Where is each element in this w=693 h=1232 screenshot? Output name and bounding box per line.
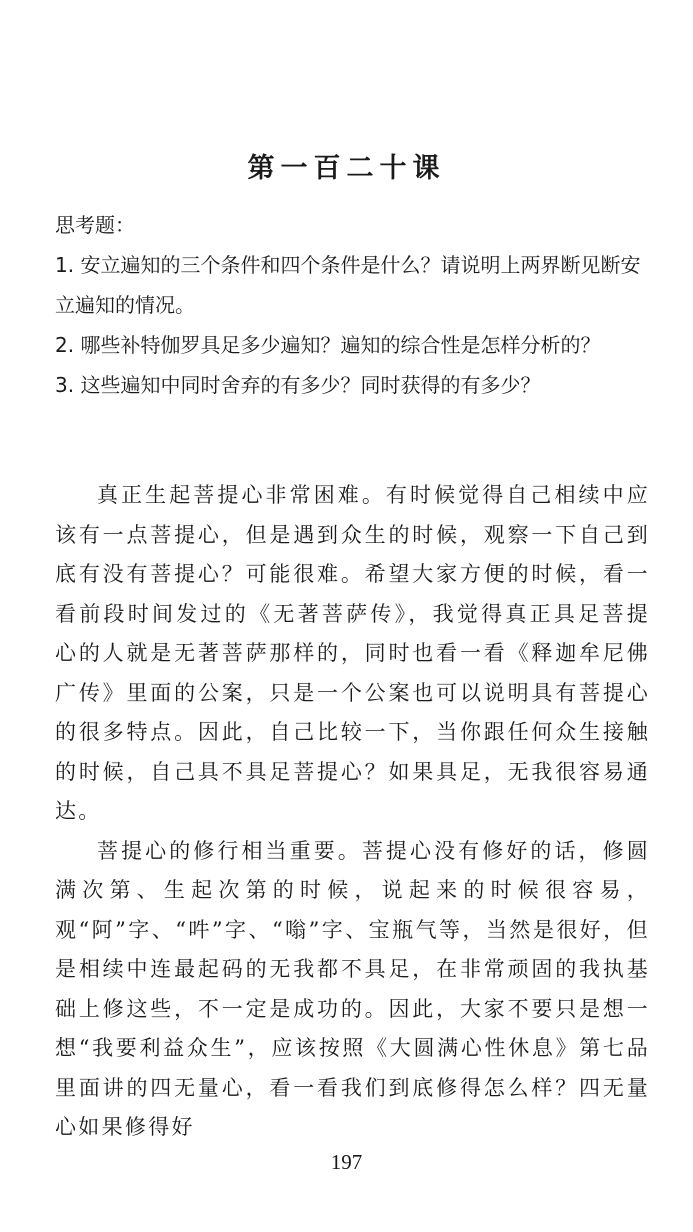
question-item: 2. 哪些补特伽罗具足多少遍知？遍知的综合性是怎样分析的？ xyxy=(55,333,601,357)
page-number: 197 xyxy=(330,1150,363,1174)
paragraph: 真正生起菩提心非常困难。有时候觉得自己相续中应该有一点菩提心，但是遇到众生的时候，观察一下自己到底有没有菩提心？可能很难。希望大家方便的时候，看一看前段时间发过的《无著菩萨传》，我觉得真正具足菩提心的人就是无著菩萨那样的，同时也看一看《释迦牟尼佛广传》里面的公案，只是一个公案也可以说明具有菩提心的很多特点。因此，自己比较一下，当你跟任何众生接触的时候，自己具不具足菩提心？如果具足，无我很容易通达。 xyxy=(55,483,650,823)
reflection-questions xyxy=(55,205,655,405)
question-item: 3. 这些遍知中同时舍弃的有多少？同时获得的有多少？ xyxy=(55,373,541,397)
lesson-title: 第一百二十课 xyxy=(247,153,446,184)
body-text xyxy=(55,476,650,1148)
questions-heading: 思考题： xyxy=(55,213,135,237)
paragraph: 菩提心的修行相当重要。菩提心没有修好的话，修圆满次第、生起次第的时候，说起来的时候很容易，观“阿”字、“吽”字、“嗡”字、宝瓶气等，当然是很好，但是相续中连最起码的无我都不具足，在非常顽固的我执基础上修这些，不一定是成功的。因此，大家不要只是想一想“我要利益众生”，应该按照《大圆满心性休息》第七品里面讲的四无量心，看一看我们到底修得怎么样？四无量心如果修得好 xyxy=(55,838,650,1139)
question-item: 1. 安立遍知的三个条件和四个条件是什么？请说明上两界断见断安立遍知的情况。 xyxy=(55,253,641,317)
